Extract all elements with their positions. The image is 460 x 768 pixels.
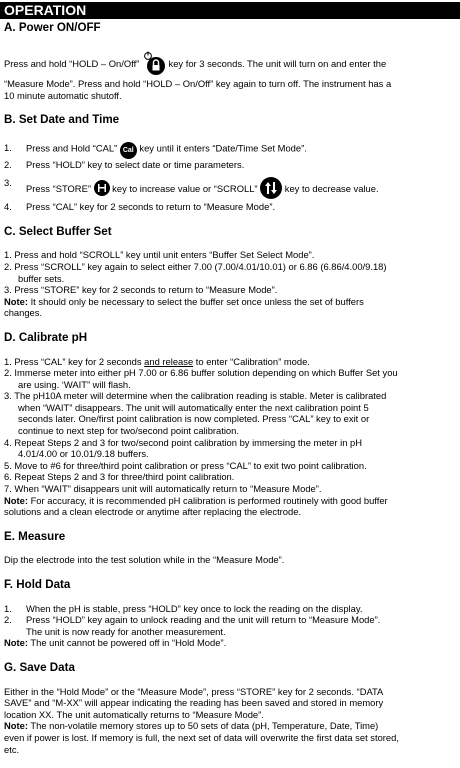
- buffer-note-cont: changes.: [4, 307, 43, 319]
- date-heading: B. Set Date and Time: [4, 113, 120, 127]
- calib-heading: D. Calibrate pH: [4, 330, 88, 344]
- save-line-2: SAVE” and “M-XX” will appear indicating the reading has been saved and stored in memory: [4, 697, 384, 709]
- buffer-step-2-cont: buffer sets.: [18, 272, 65, 284]
- measure-heading: E. Measure: [4, 529, 66, 543]
- hold-step-2: 2. Press “HOLD” key again to unlock reading and the unit will return to “Measure Mode”. The unit is now ready for another measurement.: [4, 614, 381, 637]
- manual-page: [4, 22, 454, 768]
- buffer-step-2: 2. Press “SCROLL” key again to select either 7.00 (7.00/4.01/10.01) or 6.86 (6.86/4.00/9.18): [4, 260, 387, 272]
- section-save: [4, 662, 454, 755]
- measure-text: Dip the electrode into the test solution while in the “Measure Mode”.: [4, 554, 285, 566]
- save-heading: G. Save Data: [4, 660, 75, 674]
- power-line-1: Press and hold “HOLD – On/Off” key for 3 seconds. The unit will turn on and enter the: [4, 50, 454, 79]
- calib-step-4: 4. Repeat Steps 2 and 3 for two/second point calibration by immersing the meter in pH: [4, 436, 363, 448]
- calib-step-3-cont-2: seconds later. One/first point calibration is now completed. Press “CAL” key to exit or: [18, 413, 370, 425]
- date-step-3: 3. Press “STORE” key to increase value or “SCROLL” key to decrease value.: [4, 177, 454, 202]
- power-line-2: “Measure Mode”. Press and hold “HOLD – On/Off” key again to turn off. The instrument has a: [4, 78, 392, 90]
- section-calibrate: [4, 332, 454, 518]
- section-power: [4, 22, 454, 101]
- section-banner: OPERATION: [0, 2, 460, 19]
- hold-step-1: 1. When the pH is stable, press “HOLD” key once to lock the reading on the display.: [4, 602, 363, 614]
- buffer-step-3: 3. Press “STORE” key for 2 seconds to return to “Measure Mode”.: [4, 284, 278, 296]
- save-note-cont-2: etc.: [4, 743, 20, 755]
- section-measure: [4, 531, 454, 566]
- calib-note-cont: solutions and a clean electrode or anytime after replacing the electrode.: [4, 506, 302, 518]
- calib-step-3-cont-1: when “WAIT” disappears. The unit will automatically enter the next calibration point 5: [18, 401, 369, 413]
- save-line-1: Either in the “Hold Mode” or the “Measure Mode”, press “STORE” key for 2 seconds. “DATA: [4, 685, 384, 697]
- calib-step-3-cont-3: continue to next step for two/second point calibration.: [18, 425, 239, 437]
- calib-step-2: 2. Immerse meter into either pH 7.00 or 6.86 buffer solution depending on which Buffer Set you: [4, 367, 398, 379]
- save-line-3: location XX. The unit automatically returns to “Measure Mode”.: [4, 708, 264, 720]
- section-hold: [4, 579, 454, 649]
- power-heading: A. Power ON/OFF: [4, 21, 101, 34]
- buffer-heading: C. Select Buffer Set: [4, 224, 112, 238]
- calib-step-2-cont: are using. ‘WAIT” will flash.: [18, 378, 131, 390]
- save-note: Note: The non-volatile memory stores up to 50 sets of data (pH, Temperature, Date, Time): [4, 720, 379, 732]
- calib-note: Note: For accuracy, it is recommended pH calibration is performed routinely with good buffer: [4, 494, 388, 506]
- buffer-step-1: 1. Press and hold “SCROLL” key until unit enters “Buffer Set Select Mode”.: [4, 249, 315, 261]
- power-lock-icon: [142, 50, 166, 79]
- scroll-icon: [260, 177, 282, 202]
- date-step-2: 2. Press “HOLD” key to select date or time parameters.: [4, 158, 245, 170]
- section-buffer: [4, 226, 454, 319]
- hold-note: Note: The unit cannot be powered off in “Hold Mode”.: [4, 637, 227, 649]
- calib-step-5: 5. Move to #6 for three/third point calibration or press “CAL” to exit two point calibration.: [4, 459, 367, 471]
- calib-step-3: 3. The pH10A meter will determine when the calibration reading is stable. Meter is calibrated: [4, 390, 387, 402]
- calib-step-1: 1. Press “CAL” key for 2 seconds and release to enter “Calibration” mode.: [4, 355, 310, 367]
- cal-icon: Cal: [120, 142, 137, 159]
- calib-step-7: 7. When “WAIT” disappears unit will automatically return to “Measure Mode”.: [4, 483, 322, 495]
- date-step-1: 1. Press and Hold “CAL” Cal key until it enters “Date/Time Set Mode”.: [4, 142, 454, 159]
- save-note-cont-1: even if power is lost. If memory is full, the next set of data will overwrite the first data set stored,: [4, 731, 399, 743]
- store-icon: [94, 180, 110, 199]
- buffer-note: Note: It should only be necessary to select the buffer set once unless the set of buffers: [4, 295, 364, 307]
- section-date: [4, 114, 454, 212]
- power-line-3: 10 minute automatic shutoff.: [4, 89, 122, 101]
- date-step-4: 4. Press “CAL” key for 2 seconds to return to “Measure Mode”.: [4, 201, 276, 213]
- calib-step-6: 6. Repeat Steps 2 and 3 for three/third point calibration.: [4, 471, 235, 483]
- hold-heading: F. Hold Data: [4, 578, 71, 591]
- calib-step-4-cont: 4.01/4.00 or 10.01/9.18 buffers.: [18, 448, 149, 460]
